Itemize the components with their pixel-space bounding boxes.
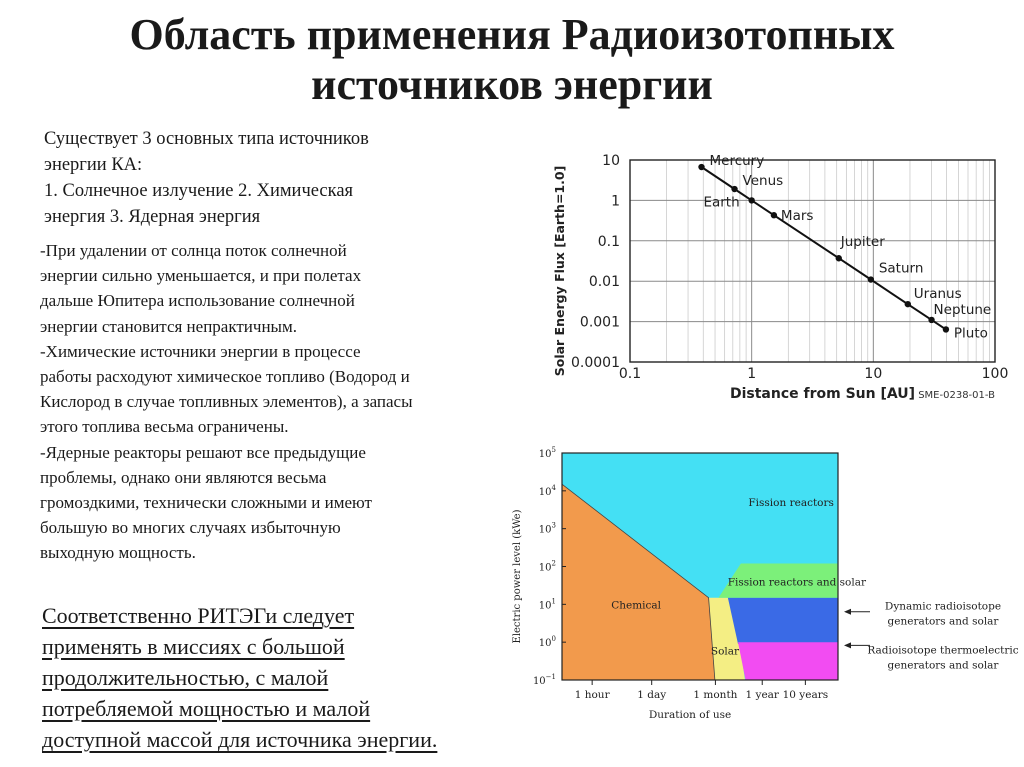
intro-line: энергия 3. Ядерная энергия (44, 207, 261, 227)
annotation-arrowhead (844, 642, 851, 648)
body-line: большую во многих случаях избыточную (40, 518, 341, 538)
intro-line: 1. Солнечное излучение 2. Химическая (44, 181, 354, 201)
y-tick-label (539, 597, 556, 611)
y-axis-label: Electric power level (kWe) (512, 509, 523, 644)
y-tick-exponent: 1 (551, 597, 556, 606)
conclusion-line: применять в миссиях с большой (42, 634, 345, 659)
x-tick-label: 0.1 (618, 366, 642, 382)
y-tick-exponent: −1 (545, 673, 556, 681)
planet-label: Mercury (709, 153, 765, 170)
planet-point (868, 276, 874, 282)
body-line: выходную мощность. (40, 543, 196, 563)
conclusion-line: продолжительностью, с малой (42, 665, 329, 690)
chart-footnote: SME-0238-01-B (918, 390, 995, 401)
planet-point (731, 186, 737, 192)
body-line: энергии становится непрактичным. (40, 316, 297, 336)
y-axis-label: Solar Energy Flux [Earth=1.0] (552, 165, 567, 377)
body-line: -Ядерные реакторы решают все предыдущие (40, 442, 366, 462)
intro-line: Существует 3 основных типа источников (44, 129, 369, 149)
body-line: дальше Юпитера использование солнечной (40, 291, 355, 311)
x-tick-label: 1 year (745, 689, 779, 701)
conclusion-line: Соответственно РИТЭГи следует (42, 603, 355, 628)
solar-flux-chart (540, 140, 1020, 420)
intro-line: энергии КА: (44, 155, 143, 175)
annotation-arrowhead (844, 609, 851, 615)
annotation-label: generators and solar (887, 615, 999, 628)
region-rtg (738, 642, 838, 680)
y-tick-base: 10 (538, 449, 552, 460)
y-tick-label: 0.01 (588, 274, 620, 291)
x-tick-label: 10 years (782, 689, 829, 701)
planet-label: Jupiter (840, 234, 885, 251)
x-tick-label: 1 hour (574, 689, 610, 701)
y-tick-base: 10 (538, 486, 552, 498)
y-tick-label (539, 484, 557, 498)
y-tick-label: 1 (611, 193, 620, 210)
y-tick-label (539, 446, 556, 460)
planet-point (905, 301, 911, 307)
y-tick-label: 0.001 (579, 314, 620, 331)
y-tick-base: 10 (532, 676, 546, 687)
body-line: энергии сильно уменьшается, и при полетах (40, 266, 362, 286)
title-line-2: источников энергии (311, 60, 713, 109)
intro-text (44, 126, 514, 230)
y-tick-label (533, 673, 556, 687)
y-tick-base: 10 (538, 562, 552, 574)
planet-label: Uranus (913, 286, 962, 303)
region-label: Chemical (611, 599, 662, 612)
x-tick-label: 100 (981, 366, 1009, 382)
planet-label: Earth (703, 194, 740, 211)
body-line: -При удалении от солнца поток солнечной (40, 241, 347, 260)
planet-point (748, 197, 754, 203)
x-tick-label: 10 (864, 366, 883, 382)
x-axis-label: Distance from Sun [AU] (729, 386, 916, 402)
annotation-label: generators and solar (887, 659, 999, 672)
conclusion-text (42, 600, 542, 755)
planet-label: Venus (742, 173, 784, 190)
y-tick-exponent: 0 (551, 635, 556, 644)
y-tick-label: 0.0001 (571, 355, 620, 371)
y-tick-exponent: 4 (551, 483, 556, 492)
x-tick-label: 1 day (637, 689, 667, 701)
region-label: Fission reactors (748, 496, 834, 509)
plot-area (630, 160, 995, 362)
body-line: Кислород в случае топливных элементов), а запасы (40, 392, 413, 412)
body-line: проблемы, однако они являются весьма (40, 467, 327, 487)
body-text (40, 238, 516, 566)
planet-label: Pluto (953, 325, 988, 342)
y-tick-exponent: 2 (551, 559, 556, 568)
y-tick-base: 10 (538, 600, 552, 612)
slide-title (0, 10, 1024, 110)
body-line: этого топлива весьма ограничены. (40, 417, 289, 437)
region-label: Solar (710, 645, 740, 658)
y-tick-label: 0.1 (597, 233, 620, 250)
annotation-label: Dynamic radioisotope (884, 600, 1002, 613)
y-tick-exponent: 3 (551, 521, 556, 530)
planet-point (771, 212, 777, 218)
x-tick-label: 1 month (693, 689, 738, 701)
y-tick-label (539, 560, 556, 574)
region-label: Fission reactors and solar (727, 576, 867, 589)
y-tick-exponent: 5 (551, 446, 556, 454)
body-line: -Химические источники энергии в процессе (40, 341, 361, 361)
y-tick-label: 10 (602, 153, 620, 169)
body-line: работы расходуют химическое топливо (Водород и (40, 367, 410, 387)
body-line: громоздкими, технически сложными и имеют (40, 493, 372, 513)
power-duration-chart (500, 440, 1020, 730)
annotation-label: Radioisotope thermoelectric (867, 644, 1019, 657)
title-line-1: Область применения Радиоизотопных (129, 10, 895, 59)
planet-label: Saturn (878, 260, 924, 277)
planet-point (836, 255, 842, 261)
x-tick-label: 1 (747, 366, 757, 382)
planet-label: Neptune (933, 301, 992, 318)
planet-label: Mars (780, 208, 814, 225)
y-tick-label (539, 635, 556, 649)
y-tick-base: 10 (538, 638, 552, 650)
planet-point (698, 164, 704, 170)
y-tick-base: 10 (538, 524, 552, 536)
x-axis-label: Duration of use (648, 709, 732, 721)
planet-point (943, 326, 949, 332)
conclusion-line: потребляемой мощностью и малой (42, 696, 371, 721)
y-tick-label (539, 522, 556, 536)
conclusion-line: доступной массой для источника энергии. (42, 727, 438, 752)
